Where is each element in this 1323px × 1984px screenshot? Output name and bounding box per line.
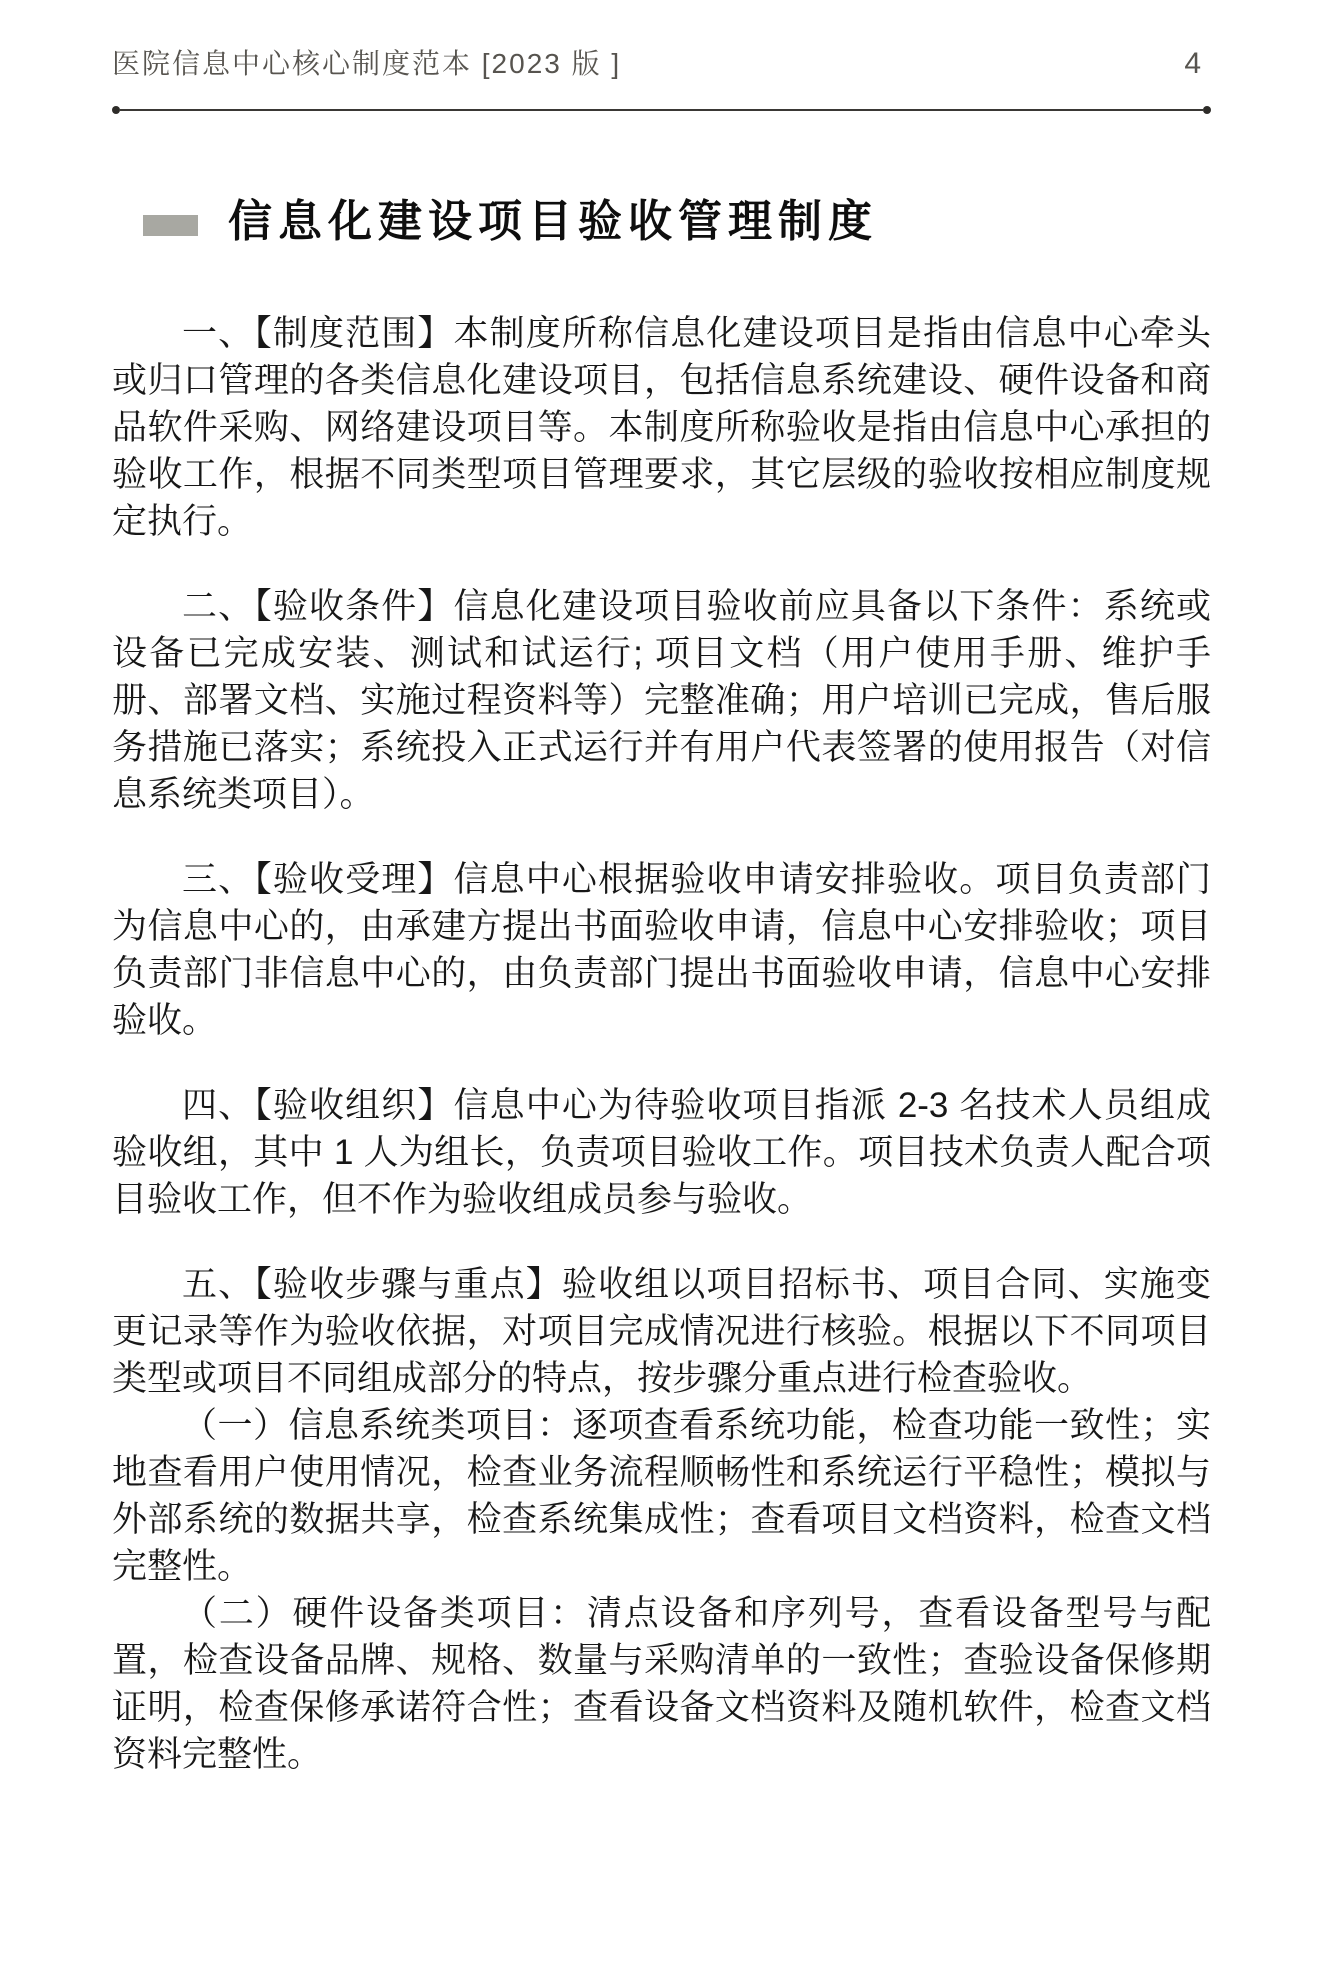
document-title-row — [112, 196, 1211, 248]
divider-left-dot-icon — [112, 106, 120, 114]
header-divider — [112, 106, 1211, 114]
paragraph-acceptance-handling: 三、【验收受理】信息中心根据验收申请安排验收。项目负责部门为信息中心的，由承建方提出书面验收申请，信息中心安排验收；项目负责部门非信息中心的，由负责部门提出书面验收申请，信息中心安排验收。 — [112, 860, 1211, 1040]
paragraph-subitem-hardware-devices: （二）硬件设备类项目：清点设备和序列号，查看设备型号与配置，检查设备品牌、规格、数量与采购清单的一致性；查验设备保修期证明，检查保修承诺符合性；查看设备文档资料及随机软件，检查文档资料完整性。 — [112, 1594, 1211, 1774]
paragraph-scope: 一、【制度范围】本制度所称信息化建设项目是指由信息中心牵头或归口管理的各类信息化建设项目，包括信息系统建设、硬件设备和商品软件采购、网络建设项目等。本制度所称验收是指由信息中心承担的验收工作，根据不同类型项目管理要求，其它层级的验收按相应制度规定执行。 — [112, 314, 1211, 541]
page-number: 4 — [1184, 47, 1201, 80]
paragraph-subitem-information-systems: （一）信息系统类项目：逐项查看系统功能，检查功能一致性；实地查看用户使用情况，检查业务流程顺畅性和系统运行平稳性；模拟与外部系统的数据共享，检查系统集成性；查看项目文档资料，检查文档完整性。 — [112, 1406, 1211, 1586]
document-title: 信息化建设项目验收管理制度 — [228, 197, 878, 246]
paragraph-steps-and-focus: 五、【验收步骤与重点】验收组以项目招标书、项目合同、实施变更记录等作为验收依据，对项目完成情况进行核验。根据以下不同项目类型或项目不同组成部分的特点，按步骤分重点进行检查验收。 — [112, 1265, 1211, 1398]
paragraph-conditions: 二、【验收条件】信息化建设项目验收前应具备以下条件：系统或设备已完成安装、测试和试运行; 项目文档（用户使用手册、维护手册、部署文档、实施过程资料等）完整准确；用户培训已完成，售后服务措施已落实；系统投入正式运行并有用户代表签署的使用报告（对信息系统类项目）。 — [112, 587, 1211, 814]
booklet-title: 医院信息中心核心制度范本 [2023 版 ] — [112, 48, 622, 79]
divider-right-dot-icon — [1203, 106, 1211, 114]
paragraph-organization: 四、【验收组织】信息中心为待验收项目指派 2-3 名技术人员组成验收组，其中 1 人为组长，负责项目验收工作。项目技术负责人配合项目验收工作，但不作为验收组成员参与验收。 — [112, 1086, 1211, 1219]
title-dash-icon — [143, 215, 198, 236]
divider-line — [120, 109, 1203, 111]
page-header — [112, 46, 1211, 82]
document-body — [112, 310, 1211, 1778]
